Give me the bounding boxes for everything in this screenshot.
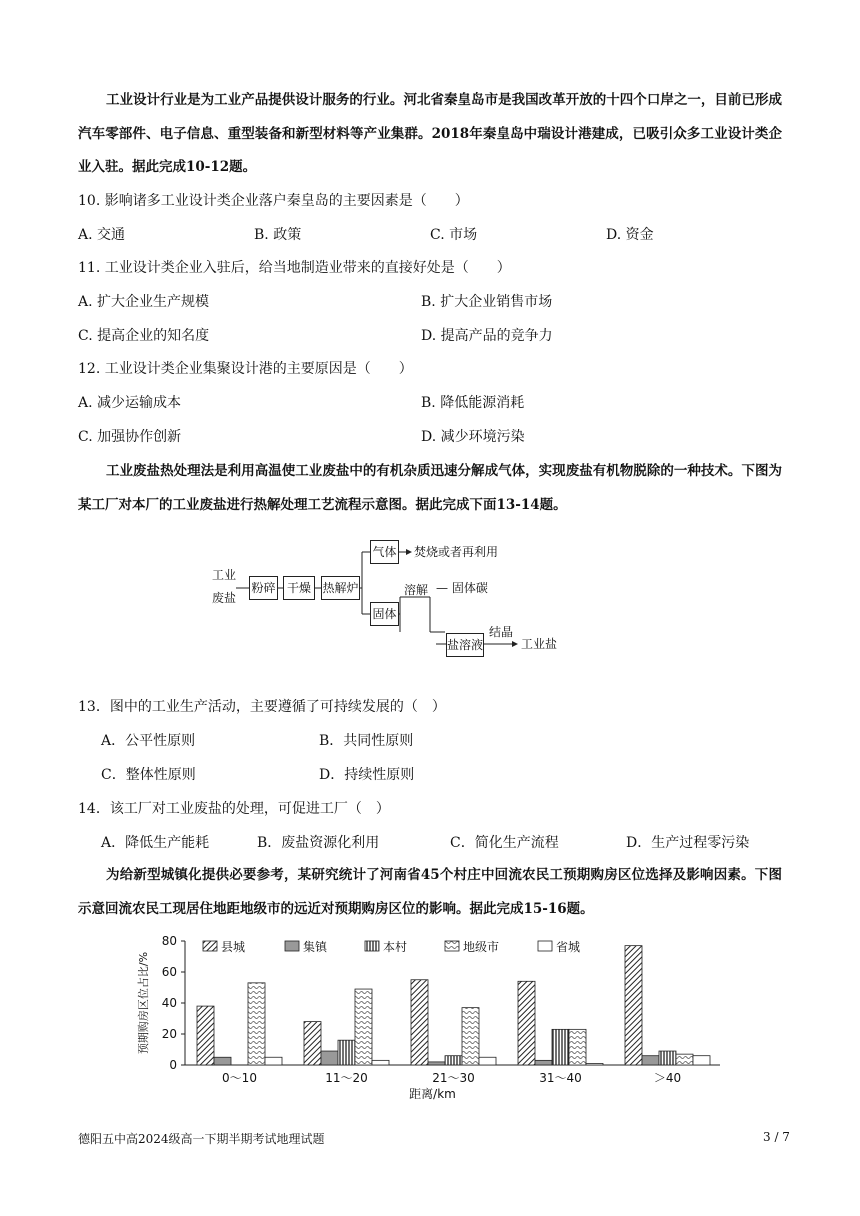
chart-bar bbox=[197, 1006, 214, 1065]
q13-option-c: C．整体性原则 bbox=[101, 767, 196, 783]
q11-option-d: D. 提高产品的竞争力 bbox=[421, 328, 553, 344]
chart-bar bbox=[265, 1057, 282, 1065]
flow-gas-output: 焚烧或者再利用 bbox=[414, 545, 499, 559]
chart-x-tick-label: 21～30 bbox=[432, 1071, 475, 1085]
chart-bar bbox=[625, 946, 642, 1065]
question-13-stem: 13．图中的工业生产活动，主要遵循了可持续发展的（ ） bbox=[78, 699, 446, 715]
chart-bar bbox=[304, 1022, 321, 1065]
flow-brine-box: 盐溶液 bbox=[446, 633, 484, 657]
chart-bar bbox=[479, 1057, 496, 1065]
q13-option-a: A．公平性原则 bbox=[101, 733, 196, 749]
chart-bar bbox=[445, 1056, 462, 1065]
intro-paragraph-10-12: 工业设计行业是为工业产品提供设计服务的行业。河北省秦皇岛市是我国改革开放的十四个口岸之一，目前已形成汽车零部件、电子信息、重型装备和新型材料等产业集群。2018年秦皇岛中瑞设计港建成，已吸引众多工业设计类企业入驻。据此完成10-12题。 bbox=[78, 92, 782, 175]
chart-legend-swatch bbox=[203, 941, 217, 951]
q11-option-b: B. 扩大企业销售市场 bbox=[421, 294, 553, 310]
chart-bar bbox=[428, 1062, 445, 1065]
flow-furnace-box: 热解炉 bbox=[321, 576, 360, 600]
q14-option-d: D．生产过程零污染 bbox=[626, 835, 750, 851]
flow-product-industrial-salt: 工业盐 bbox=[521, 637, 558, 651]
flow-crystallize-label: 结晶 bbox=[489, 625, 514, 639]
chart-bar bbox=[642, 1056, 659, 1065]
intro-paragraph-13-14: 工业废盐热处理法是利用高温使工业废盐中的有机杂质迅速分解成气体，实现废盐有机物脱除的一种技术。下图为某工厂对本厂的工业废盐进行热解处理工艺流程示意图。据此完成下面13-14题。 bbox=[78, 463, 782, 513]
question-10-stem: 10. 影响诸多工业设计类企业落户秦皇岛的主要因素是（ ） bbox=[78, 193, 469, 209]
question-11-stem: 11. 工业设计类企业入驻后，给当地制造业带来的直接好处是（ ） bbox=[78, 260, 511, 276]
q13-option-d: D．持续性原则 bbox=[319, 767, 415, 783]
question-12-stem: 12. 工业设计类企业集聚设计港的主要原因是（ ） bbox=[78, 361, 413, 377]
flow-input-line2: 废盐 bbox=[212, 591, 237, 605]
chart-legend-label: 集镇 bbox=[303, 940, 328, 954]
chart-y-axis-label: 预期购房区位占比/% bbox=[137, 951, 150, 1055]
chart-bar bbox=[693, 1056, 710, 1065]
chart-y-tick-label: 20 bbox=[161, 1027, 177, 1041]
q13-option-b: B．共同性原则 bbox=[319, 733, 414, 749]
footer-exam-title: 德阳五中高2024级高一下期半期考试地理试题 bbox=[78, 1132, 325, 1146]
chart-bar bbox=[552, 1029, 569, 1065]
footer-page-number: 3 / 7 bbox=[763, 1130, 790, 1144]
q10-option-b: B. 政策 bbox=[254, 227, 302, 243]
chart-legend-swatch bbox=[365, 941, 379, 951]
q12-option-d: D. 减少环境污染 bbox=[421, 429, 525, 445]
chart-legend-label: 省城 bbox=[556, 940, 581, 954]
bar-chart-purchase-location bbox=[0, 925, 860, 1105]
chart-bar bbox=[248, 983, 265, 1065]
chart-bar bbox=[659, 1051, 676, 1065]
chart-x-tick-label: 0～10 bbox=[222, 1071, 257, 1085]
chart-x-axis-label: 距离/km bbox=[409, 1087, 456, 1101]
chart-legend-swatch bbox=[445, 941, 459, 951]
flow-dissolve-label: 溶解 bbox=[404, 583, 429, 597]
intro-paragraph-15-16: 为给新型城镇化提供必要参考，某研究统计了河南省45个村庄中回流农民工预期购房区位选择及影响因素。下图示意回流农民工现居住地距地级市的远近对预期购房区位的影响。据此完成15-16题。 bbox=[78, 867, 782, 917]
q11-option-c: C. 提高企业的知名度 bbox=[78, 328, 210, 344]
chart-y-tick-label: 60 bbox=[161, 965, 177, 979]
q12-option-b: B. 降低能源消耗 bbox=[421, 395, 525, 411]
q12-option-a: A. 减少运输成本 bbox=[78, 395, 182, 411]
q14-option-c: C．简化生产流程 bbox=[450, 835, 559, 851]
chart-bar bbox=[586, 1063, 603, 1065]
chart-y-tick-label: 40 bbox=[161, 996, 177, 1010]
q11-option-a: A. 扩大企业生产规模 bbox=[78, 294, 210, 310]
q10-option-c: C. 市场 bbox=[430, 227, 478, 243]
chart-y-tick-label: 80 bbox=[161, 934, 177, 948]
chart-bar bbox=[372, 1060, 389, 1065]
chart-y-tick-label: 0 bbox=[169, 1058, 177, 1072]
chart-x-tick-label: 11～20 bbox=[325, 1071, 368, 1085]
chart-x-tick-label: 31～40 bbox=[539, 1071, 582, 1085]
question-14-stem: 14．该工厂对工业废盐的处理，可促进工厂（ ） bbox=[78, 801, 390, 817]
chart-legend-swatch bbox=[285, 941, 299, 951]
chart-bar bbox=[535, 1060, 552, 1065]
chart-bar bbox=[355, 989, 372, 1065]
chart-bar bbox=[321, 1051, 338, 1065]
chart-bar bbox=[411, 980, 428, 1065]
q10-option-a: A. 交通 bbox=[78, 227, 126, 243]
chart-bar bbox=[569, 1029, 586, 1065]
flow-solid-box: 固体 bbox=[370, 602, 399, 626]
chart-bar bbox=[676, 1054, 693, 1065]
chart-legend-label: 地级市 bbox=[463, 940, 500, 954]
flow-solid-carbon: — 固体碳 bbox=[436, 581, 488, 595]
chart-x-tick-label: ＞40 bbox=[653, 1071, 682, 1085]
flow-crush-box: 粉碎 bbox=[249, 576, 278, 600]
chart-legend-swatch bbox=[538, 941, 552, 951]
q14-option-b: B．废盐资源化利用 bbox=[257, 835, 380, 851]
q14-option-a: A．降低生产能耗 bbox=[101, 835, 210, 851]
flow-gas-box: 气体 bbox=[370, 540, 399, 564]
flow-dry-box: 干燥 bbox=[283, 576, 315, 600]
chart-bar bbox=[338, 1040, 355, 1065]
chart-bar bbox=[462, 1008, 479, 1065]
q10-option-d: D. 资金 bbox=[606, 227, 654, 243]
chart-legend-label: 县城 bbox=[221, 940, 246, 954]
chart-bar bbox=[518, 981, 535, 1065]
chart-legend-label: 本村 bbox=[383, 940, 408, 954]
flow-input-line1: 工业 bbox=[212, 568, 237, 582]
q12-option-c: C. 加强协作创新 bbox=[78, 429, 182, 445]
chart-bar bbox=[214, 1057, 231, 1065]
